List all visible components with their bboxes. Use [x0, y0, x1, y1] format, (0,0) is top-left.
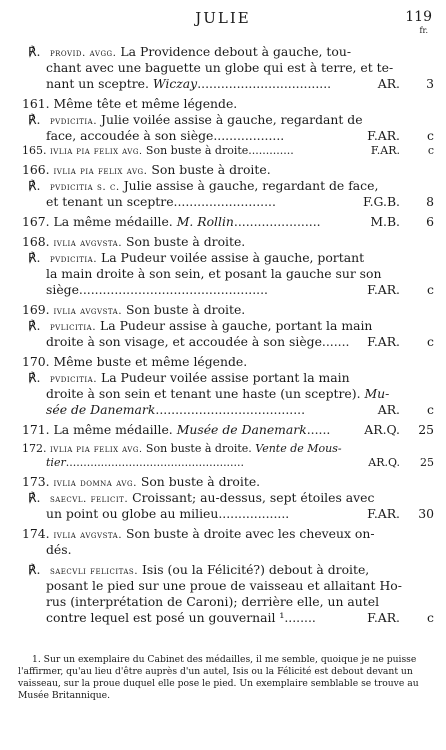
catalogue-line: [0, 112, 446, 128]
catalogue-line: [0, 282, 446, 298]
catalogue-line: [0, 144, 446, 158]
catalogue-line: [0, 354, 446, 370]
line-text: 172. ivlia pia felix avg. Son buste à droite. Vente de Mous-: [22, 442, 342, 455]
line-text: tier...................................................: [46, 456, 245, 469]
catalogue-line: [0, 76, 446, 92]
metal-grade: F.AR.: [367, 334, 400, 349]
line-text: et tenant un sceptre..........................: [46, 194, 276, 209]
catalogue-line: [0, 506, 446, 522]
metal-grade: F.AR.: [367, 610, 400, 625]
line-text: 161. Même tête et même légende.: [22, 96, 238, 111]
metal-grade: F.AR.: [367, 282, 400, 297]
catalogue-line: [0, 318, 446, 334]
line-text: ℟. pvlicitia. La Pudeur assise à gauche, portant la main: [28, 318, 373, 333]
line-text: la main droite à son sein, et posant la gauche sur son: [46, 266, 382, 281]
catalogue-line: [0, 128, 446, 144]
line-text: ℟. pvdicitia s. c. Julie assise à gauche, regardant de face,: [28, 178, 379, 193]
line-text: 168. ivlia avgvsta. Son buste à droite.: [22, 234, 246, 249]
line-text: chant avec une baguette un globe qui est à terre, et te-: [46, 60, 394, 75]
catalogue-line: [0, 370, 446, 386]
catalogue-line: [0, 194, 446, 210]
price-value: c: [427, 144, 434, 157]
catalogue-line: [0, 594, 446, 610]
page-number: 119: [405, 9, 432, 25]
line-text: 174. ivlia avgvsta. Son buste à droite avec les cheveux on-: [22, 526, 375, 541]
price-value: 25: [420, 456, 434, 469]
catalogue-line: [0, 562, 446, 578]
catalogue-line: [0, 578, 446, 594]
price-value: c: [427, 402, 434, 417]
catalogue-line: [0, 490, 446, 506]
footnote: [18, 654, 432, 702]
metal-grade: F.AR.: [370, 144, 400, 157]
line-text: ℟. saecvli felicitas. Isis (ou la Félicité?) debout à droite,: [28, 562, 370, 577]
catalogue-line: [0, 526, 446, 542]
line-text: posant le pied sur une proue de vaisseau et allaitant Ho-: [46, 578, 402, 593]
line-text: ℟. saecvl. felicit. Croissant; au-dessus, sept étoiles avec: [28, 490, 375, 505]
catalogue-line: [0, 60, 446, 76]
metal-grade: AR.: [377, 402, 400, 417]
metal-grade: F.G.B.: [362, 194, 400, 209]
price-value: 3: [426, 76, 434, 91]
line-text: ℟. provid. avgg. La Providence debout à gauche, tou-: [28, 44, 352, 59]
catalogue-line: [0, 302, 446, 318]
metal-grade: F.AR.: [367, 128, 400, 143]
catalogue-line: [0, 334, 446, 350]
price-value: c: [427, 128, 434, 143]
catalogue-line: [0, 178, 446, 194]
metal-grade: AR.: [377, 76, 400, 91]
price-value: 25: [418, 422, 434, 437]
catalogue-line: [0, 474, 446, 490]
price-value: c: [427, 334, 434, 349]
line-text: ℟. pvdicitia. Julie voilée assise à gauche, regardant de: [28, 112, 363, 127]
catalogue-line: [0, 96, 446, 112]
catalogue-line: [0, 214, 446, 230]
price-value: 30: [418, 506, 434, 521]
line-text: 171. La même médaille. Musée de Danemark......: [22, 422, 331, 437]
catalogue-line: [0, 234, 446, 250]
catalogue-line: [0, 266, 446, 282]
catalogue-line: [0, 610, 446, 626]
price-value: 6: [426, 214, 434, 229]
line-text: siège................................................: [46, 282, 268, 297]
line-text: dés.: [46, 542, 72, 557]
line-text: face, accoudée à son siège..................: [46, 128, 285, 143]
catalogue-line: [0, 250, 446, 266]
catalogue-line: [0, 44, 446, 60]
line-text: 167. La même médaille. M. Rollin......................: [22, 214, 321, 229]
catalogue-line: [0, 442, 446, 456]
price-unit-label: fr.: [419, 26, 428, 35]
line-text: sée de Danemark......................................: [46, 402, 306, 417]
metal-grade: M.B.: [370, 214, 400, 229]
line-text: 169. ivlia avgvsta. Son buste à droite.: [22, 302, 246, 317]
catalogue-entries: [0, 44, 446, 626]
price-value: c: [427, 282, 434, 297]
price-value: 8: [426, 194, 434, 209]
catalogue-line: [0, 386, 446, 402]
line-text: rus (interprétation de Caroni); derrière elle, un autel: [46, 594, 380, 609]
line-text: droite à son sein et tenant une haste (un sceptre). Mu-: [46, 386, 390, 401]
line-text: 165. ivlia pia felix avg. Son buste à droite.............: [22, 144, 294, 157]
line-text: 173. ivlia domna avg. Son buste à droite.: [22, 474, 261, 489]
line-text: 166. ivlia pia felix avg. Son buste à droite.: [22, 162, 271, 177]
catalogue-line: [0, 542, 446, 558]
catalogue-line: [0, 162, 446, 178]
catalogue-line: [0, 402, 446, 418]
line-text: nant un sceptre. Wiczay..................................: [46, 76, 332, 91]
line-text: ℟. pvdicitia. La Pudeur voilée assise portant la main: [28, 370, 350, 385]
line-text: ℟. pvdicitia. La Pudeur voilée assise à gauche, portant: [28, 250, 365, 265]
catalogue-line: [0, 456, 446, 470]
catalogue-line: [0, 422, 446, 438]
footnote-text: 1. Sur un exemplaire du Cabinet des médailles, il me semble, quoique je ne puisse l'affirmer, qu'au lieu d'être auprès d'un autel, Isis ou la Félicité est debout devant un vaisseau, sur la proue duquel elle pose le pied. Un exemplaire semblable se trouve au Musée Britannique.: [18, 654, 419, 701]
metal-grade: AR.Q.: [364, 422, 400, 437]
line-text: droite à son visage, et accoudée à son siège.......: [46, 334, 350, 349]
price-value: c: [427, 610, 434, 625]
line-text: 170. Même buste et même légende.: [22, 354, 248, 369]
metal-grade: F.AR.: [367, 506, 400, 521]
metal-grade: AR.Q.: [368, 456, 400, 469]
line-text: un point ou globe au milieu..................: [46, 506, 290, 521]
line-text: contre lequel est posé un gouvernail ¹........: [46, 610, 316, 625]
running-head-title: JULIE: [195, 9, 251, 27]
